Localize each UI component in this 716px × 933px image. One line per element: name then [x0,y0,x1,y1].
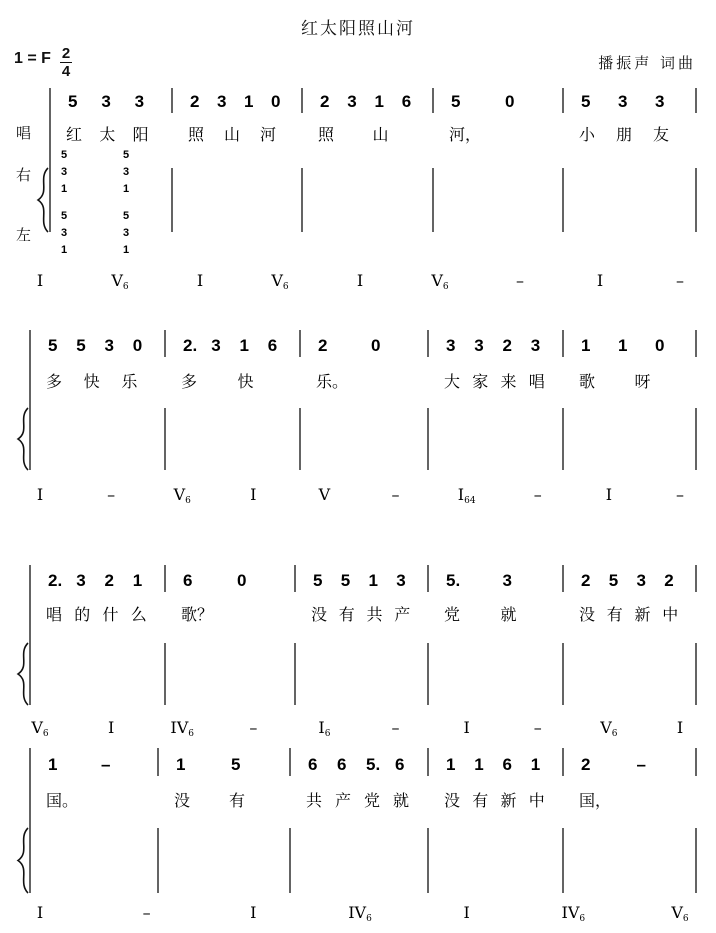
chord-symbol: I [356,271,364,290]
melody-note: 5 [451,92,461,111]
melody-note: 3 [474,336,484,355]
lyric: 国， [579,791,612,810]
chord-symbol: V6 [111,271,129,292]
lyric: 朋 [616,125,633,144]
melody-note: 2 [664,571,674,590]
melody-note: 1 [239,336,249,355]
chord-symbol: V6 [431,271,449,292]
melody-note: 5 [48,336,58,355]
melody-note: 1 [530,755,541,774]
lyric: 友 [653,125,670,144]
melody-note: 6 [267,336,278,355]
lyric: 新 [634,605,651,624]
melody-note: 3 [530,336,541,355]
melody-note: 2 [320,92,330,111]
stacked-chord-note: 5 [60,210,68,222]
chord-symbol: I6 [318,718,331,739]
chord-symbol: I [250,485,257,504]
chord-symbol: – [533,485,542,504]
melody-note: 5 [68,92,78,111]
melody-note: 5 [581,92,591,111]
lyric: 有 [472,791,489,810]
chord-symbol: I [36,271,44,290]
melody-note: – [636,755,646,774]
chord-symbol: V [318,485,331,504]
lyric: 家 [472,372,489,391]
page-title: 红太阳照山河 [301,19,415,39]
lyric: 党 [364,791,381,810]
lyric: 多 [46,372,63,391]
lyric: 党 [444,605,461,624]
stacked-chord-note: 5 [122,149,130,161]
lyric: 新 [500,791,517,810]
lyric: 产 [394,605,411,624]
melody-note: 0 [132,336,143,355]
label-right-hand: 右 [16,166,32,184]
melody-note: 3 [104,336,114,355]
melody-note: 1 [618,336,628,355]
lyric: 大 [444,372,461,391]
chord-symbol: V6 [173,485,191,506]
melody-note: 2 [104,571,114,590]
lyric: 中 [528,791,545,810]
time-bottom: 4 [61,63,71,80]
melody-note: 2. [183,336,198,355]
stacked-chord-note: 1 [122,244,130,256]
chord-symbol: – [142,903,151,922]
melody-note: 2 [502,336,512,355]
chord-symbol: I [605,485,613,504]
melody-note: 1 [374,92,384,111]
melody-note: 1 [244,92,254,111]
lyric: 就 [393,791,410,810]
melody-note: 5 [231,755,241,774]
melody-note: 1 [132,571,143,590]
chord-symbol: IV6 [348,903,372,924]
lyric: 多 [181,372,198,391]
melody-note: 3 [636,571,646,590]
melody-note: 3 [76,571,86,590]
chord-symbol: – [676,485,684,504]
time-top: 2 [61,45,71,62]
chord-symbol: I [107,718,115,737]
melody-note: 1 [176,755,186,774]
lyric: 没 [579,605,596,624]
lyric: 没 [311,605,328,624]
chord-symbol: I [676,718,684,737]
brace [18,828,28,893]
chord-symbol: IV6 [561,903,586,924]
stacked-chord-note: 3 [122,166,130,178]
melody-note: 6 [395,755,405,774]
melody-note: – [101,755,111,774]
lyric: 河 [260,125,277,144]
melody-note: 5 [608,571,619,590]
melody-note: 0 [505,92,515,111]
lyric: 河， [449,125,482,144]
melody-note: 3 [396,571,406,590]
lyric: 红 [66,125,83,144]
stacked-chord-note: 1 [60,244,68,256]
melody-note: 3 [502,571,512,590]
chord-symbol: – [107,485,116,504]
melody-note: 0 [271,92,281,111]
melody-note: 0 [237,571,247,590]
lyric: 就 [500,605,517,624]
melody-note: 3 [134,92,145,111]
lyric: 没 [174,791,191,810]
lyric: 的 [74,605,91,624]
lyric: 歌 [579,372,596,391]
melody-note: 3 [655,92,665,111]
chord-symbol: – [533,718,542,737]
lyric: 乐 [121,372,138,391]
lyric: 唱 [528,372,545,391]
chord-symbol: – [391,485,400,504]
melody-note: 3 [217,92,227,111]
melody-note: 6 [401,92,412,111]
lyric: 照 [318,125,335,144]
lyric: 有 [606,605,623,624]
chord-symbol: – [676,271,684,290]
lyric: 产 [335,791,352,810]
melody-note: 1 [446,755,456,774]
lyric: 什 [102,605,119,624]
chord-symbol: V6 [31,718,49,739]
melody-note: 3 [618,92,628,111]
melody-note: 2 [581,755,591,774]
lyric: 共 [366,605,383,624]
stacked-chord-note: 3 [60,166,68,178]
chord-symbol: I [36,485,44,504]
stacked-chord-note: 1 [60,183,68,195]
lyric: 呀 [634,372,651,391]
melody-note: 5. [446,571,461,590]
stacked-chord-note: 3 [60,227,68,239]
chord-symbol: – [391,718,400,737]
lyric: 没 [444,791,461,810]
label-left-hand: 左 [16,226,32,244]
lyric: 快 [237,372,254,391]
lyric: 小 [579,125,596,144]
brace [38,168,48,232]
stacked-chord-note: 5 [122,210,130,222]
lyric: 照 [188,125,205,144]
lyric: 唱 [46,605,63,624]
melody-note: 3 [347,92,357,111]
lyric: 歌？ [181,605,214,624]
brace [18,643,28,705]
melody-note: 1 [581,336,591,355]
melody-note: 5 [313,571,323,590]
lyric: 国。 [46,791,79,810]
chord-symbol: V6 [671,903,689,924]
lyric: 快 [83,372,100,391]
melody-note: 1 [474,755,484,774]
chord-symbol: I [463,718,470,737]
key-signature: 1 = F [14,50,51,67]
lyric: 么 [130,605,147,624]
chord-symbol: I [463,903,470,922]
melody-note: 0 [371,336,381,355]
melody-note: 5. [366,755,381,774]
lyric: 有 [338,605,355,624]
melody-note: 3 [446,336,456,355]
lyric: 阳 [132,125,149,144]
lyric: 山 [224,125,241,144]
melody-note: 1 [368,571,378,590]
melody-note: 2 [190,92,200,111]
lyric: 山 [372,125,389,144]
stacked-chord-note: 5 [60,149,68,161]
melody-note: 2 [318,336,328,355]
chord-symbol: I [196,271,204,290]
melody-note: 1 [48,755,58,774]
lyric: 乐。 [316,372,349,391]
melody-note: 0 [655,336,665,355]
chord-symbol: I [596,271,604,290]
brace [18,408,28,470]
lyric: 有 [229,791,246,810]
melody-note: 6 [337,755,347,774]
chord-symbol: I [36,903,44,922]
chord-symbol: – [516,271,524,290]
lyric: 来 [500,372,517,391]
chord-symbol: V6 [600,718,618,739]
melody-note: 2. [48,571,63,590]
melody-note: 5 [76,336,86,355]
author-credit: 播振声 词曲 [598,54,696,72]
melody-note: 2 [581,571,591,590]
lyric: 中 [662,605,679,624]
melody-note: 6 [183,571,193,590]
melody-note: 6 [502,755,512,774]
chord-symbol: I [250,903,257,922]
chord-symbol: IV6 [170,718,195,739]
melody-note: 5 [340,571,351,590]
chord-symbol: V6 [271,271,289,292]
lyric: 共 [306,791,323,810]
chord-symbol: – [249,718,258,737]
melody-note: 3 [101,92,111,111]
chord-symbol: I64 [457,485,476,506]
stacked-chord-note: 1 [122,183,130,195]
lyric: 太 [99,125,116,144]
melody-note: 6 [308,755,318,774]
stacked-chord-note: 3 [122,227,130,239]
label-sing: 唱 [16,124,32,142]
melody-note: 3 [211,336,221,355]
